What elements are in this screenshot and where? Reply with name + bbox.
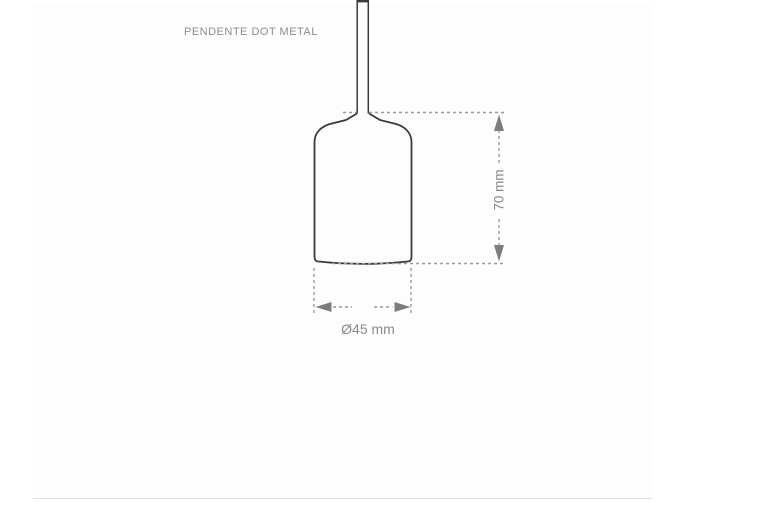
pendant-body xyxy=(315,114,412,264)
pendant-rod xyxy=(357,0,370,114)
product-title: PENDENTE DOT METAL xyxy=(184,26,318,38)
height-dimension-label: 70 mm xyxy=(491,169,507,211)
height-arrow-bottom-icon xyxy=(494,245,504,262)
bottom-separator-line xyxy=(33,498,652,499)
diameter-arrow-right-icon xyxy=(395,302,411,312)
diameter-arrow-left-icon xyxy=(316,302,332,312)
diameter-dimension-label: Ø45 mm xyxy=(341,321,395,337)
height-arrow-top-icon xyxy=(494,115,504,132)
